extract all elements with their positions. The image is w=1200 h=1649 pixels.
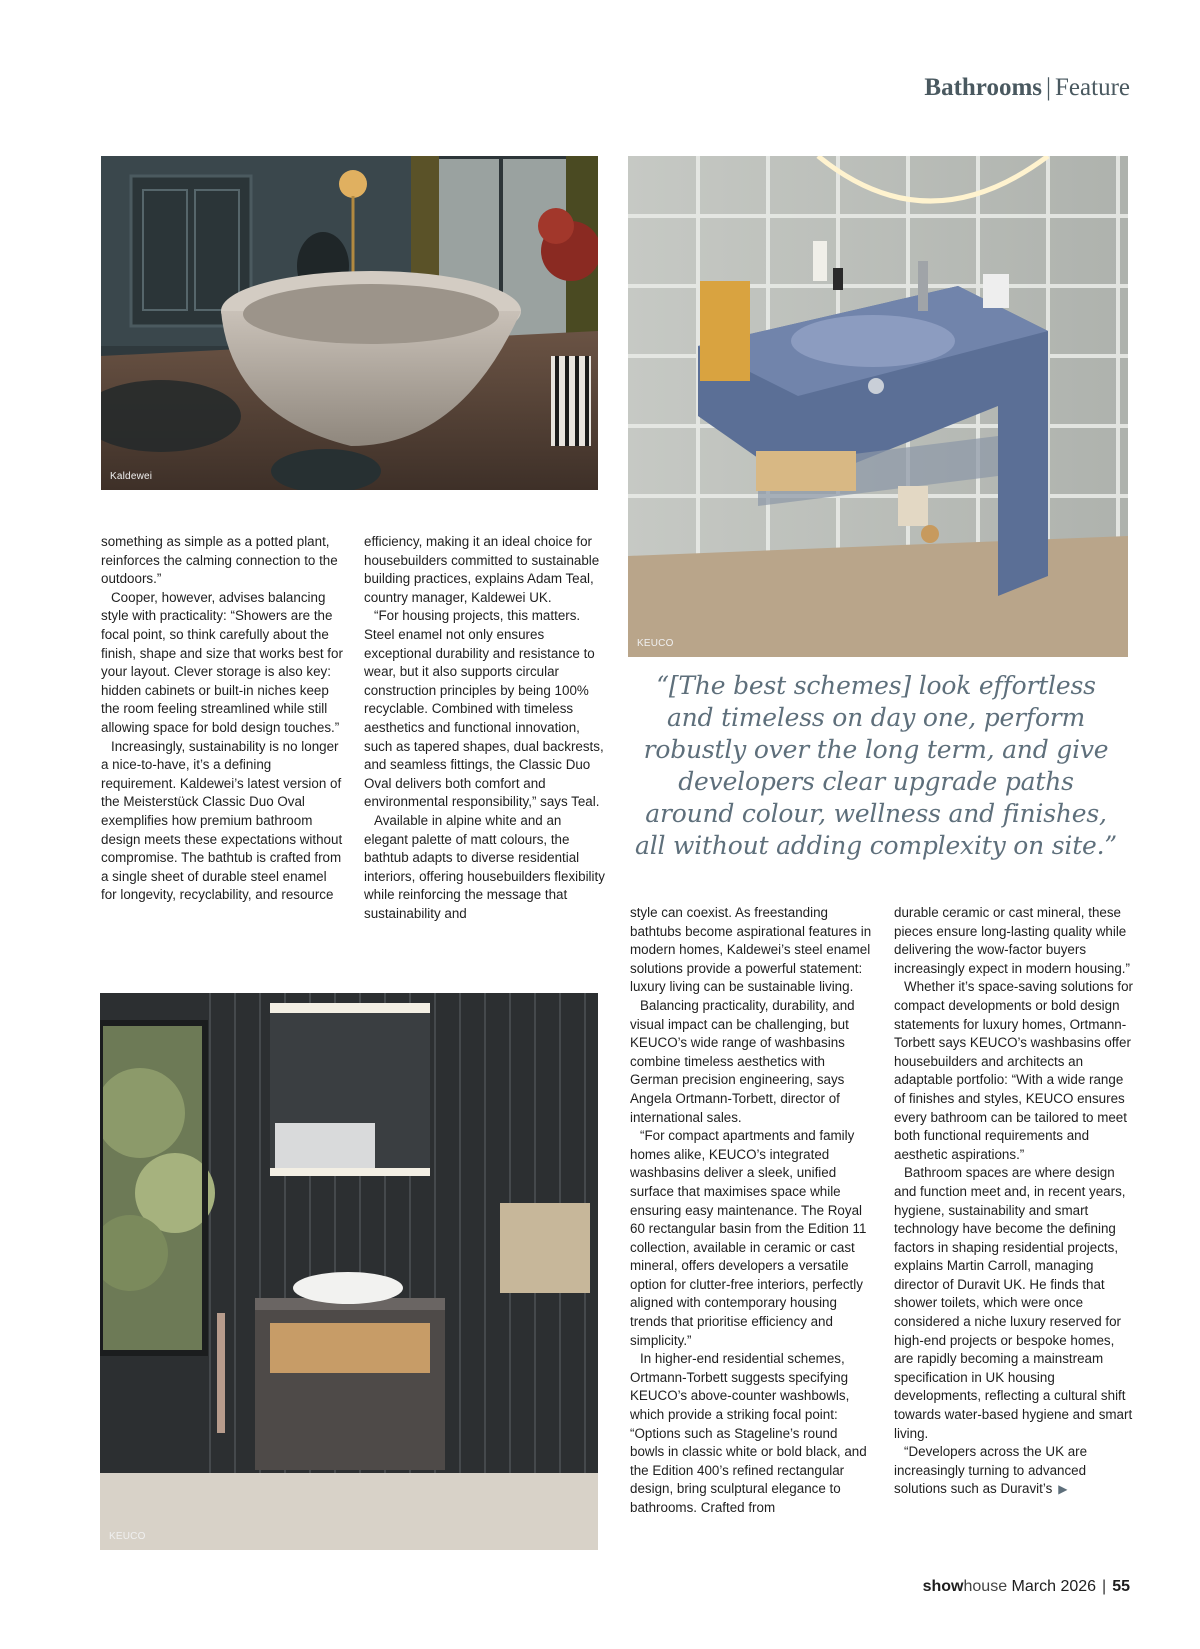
paragraph: Bathroom spaces are where design and function meet and, in recent years, hygiene, sustainability and smart technology have become the defining factors in shaping residential projects, explains Martin Carroll, managing director of Duravit UK. He finds that shower toilets, which were once considered a niche luxury reserved for high-end projects or bespoke homes, are rapidly becoming a mainstream specification in UK housing developments, reflecting a cultural shift towards water-based hygiene and smart living. (894, 1165, 1133, 1441)
photo-credit: Kaldewei (110, 471, 153, 482)
section-header (924, 74, 1130, 102)
column-4 (894, 904, 1134, 1499)
paragraph: Available in alpine white and an elegant palette of matt colours, the bathtub adapts to diverse residential interiors, offering housebuilders flexibility while reinforcing the message that sustainability and (364, 812, 605, 921)
vanity-scene-illustration (100, 993, 598, 1550)
paragraph: Increasingly, sustainability is no longer a nice-to-have, it’s a defining requirement. Kaldewei’s latest version of the Meisterstück Classic Duo Oval exemplifies how premium bathroom design meets these expectations without compromise. The bathtub is crafted from a single sheet of durable steel enamel for longevity, recyclability, and resource (101, 738, 343, 903)
washbasin-scene-illustration (628, 156, 1128, 657)
photo-keuco-vanity (100, 993, 598, 1550)
paragraph: something as simple as a potted plant, reinforces the calming connection to the outdoors.” (101, 534, 338, 587)
header-separator: | (1046, 74, 1052, 101)
section-kind: Feature (1055, 74, 1130, 101)
column-3 (630, 904, 872, 1518)
photo-keuco-washbasin (628, 156, 1128, 657)
paragraph-last (894, 1443, 1134, 1499)
paragraph-text: “Developers across the UK are increasingly turning to advanced solutions such as Duravit’s (894, 1444, 1088, 1497)
column-2 (364, 533, 608, 923)
paragraph: In higher-end residential schemes, Ortmann-Torbett suggests specifying KEUCO’s above-counter washbowls, which provide a striking focal point: “Options such as Stageline’s round bowls in classic white or bold black, and the Edition 400’s refined rectangular design, bring sculptural elegance to bathrooms. Crafted from (630, 1351, 867, 1515)
continue-arrow-icon: ▶ (1058, 1482, 1068, 1497)
paragraph: Cooper, however, advises balancing style with practicality: “Showers are the focal point, so think carefully about the finish, shape and size that works best for your layout. Clever storage is also key: hidden cabinets or built-in niches keep the room feeling streamlined while still allowing space for bold design touches.” (101, 589, 343, 735)
footer-separator: | (1102, 1578, 1107, 1595)
pull-quote: “[The best schemes] look effortless and timeless on day one, perform robustly over the long term, and give developers clear upgrade paths around colour, wellness and finishes, all without adding complexity on site.” (635, 671, 1117, 860)
paragraph: “For compact apartments and family homes alike, KEUCO’s integrated washbasins deliver a sleek, unified surface that maximises space while ensuring easy maintenance. The Royal 60 rectangular basin from the Edition 11 collection, available in ceramic or cast mineral, offers developers a versatile option for clutter-free interiors, perfectly aligned with contemporary housing trends that prioritise efficiency and simplicity.” (630, 1128, 867, 1348)
paragraph: Whether it’s space-saving solutions for compact developments or bold design statements for luxury homes, Ortmann-Torbett says KEUCO’s washbasins offer housebuilders and architects an adaptable portfolio: “With a wide range of finishes and styles, KEUCO ensures every bathroom can be tailored to meet both functional requirements and aesthetic aspirations.” (894, 979, 1133, 1162)
bathtub-scene-illustration (101, 156, 598, 490)
column-1 (101, 533, 343, 905)
photo-kaldewei-bathtub (101, 156, 598, 490)
page-number: 55 (1112, 1578, 1130, 1595)
paragraph: efficiency, making it an ideal choice for housebuilders committed to sustainable building practices, explains Adam Teal, country manager, Kaldewei UK. (364, 534, 600, 605)
paragraph: Balancing practicality, durability, and visual impact can be challenging, but KEUCO’s wide range of washbasins combine timeless aesthetics with German precision engineering, says Angela Ortmann-Torbett, director of international sales. (630, 997, 855, 1125)
magazine-brand-show: show (922, 1578, 964, 1595)
magazine-brand-house: house (963, 1578, 1008, 1595)
photo-credit: KEUCO (637, 638, 674, 649)
paragraph: “For housing projects, this matters. Steel enamel not only ensures exceptional durability and resistance to wear, but it also supports circular construction principles by being 100% recyclable. Combined with timeless aesthetics and functional innovation, such as tapered shapes, dual backrests, and seamless fittings, the Classic Duo Oval delivers both comfort and environmental responsibility,” says Teal. (364, 608, 604, 810)
issue-date: March 2026 (1011, 1578, 1097, 1595)
section-name: Bathrooms (924, 74, 1043, 101)
paragraph: style can coexist. As freestanding bathtubs become aspirational features in modern homes, Kaldewei’s steel enamel solutions provide a powerful statement: luxury living can be sustainable living. (630, 905, 872, 995)
page-footer (923, 1578, 1130, 1596)
photo-credit: KEUCO (109, 1531, 146, 1542)
paragraph: durable ceramic or cast mineral, these pieces ensure long-lasting quality while delivering the wow-factor buyers increasingly expect in modern housing.” (894, 905, 1130, 976)
